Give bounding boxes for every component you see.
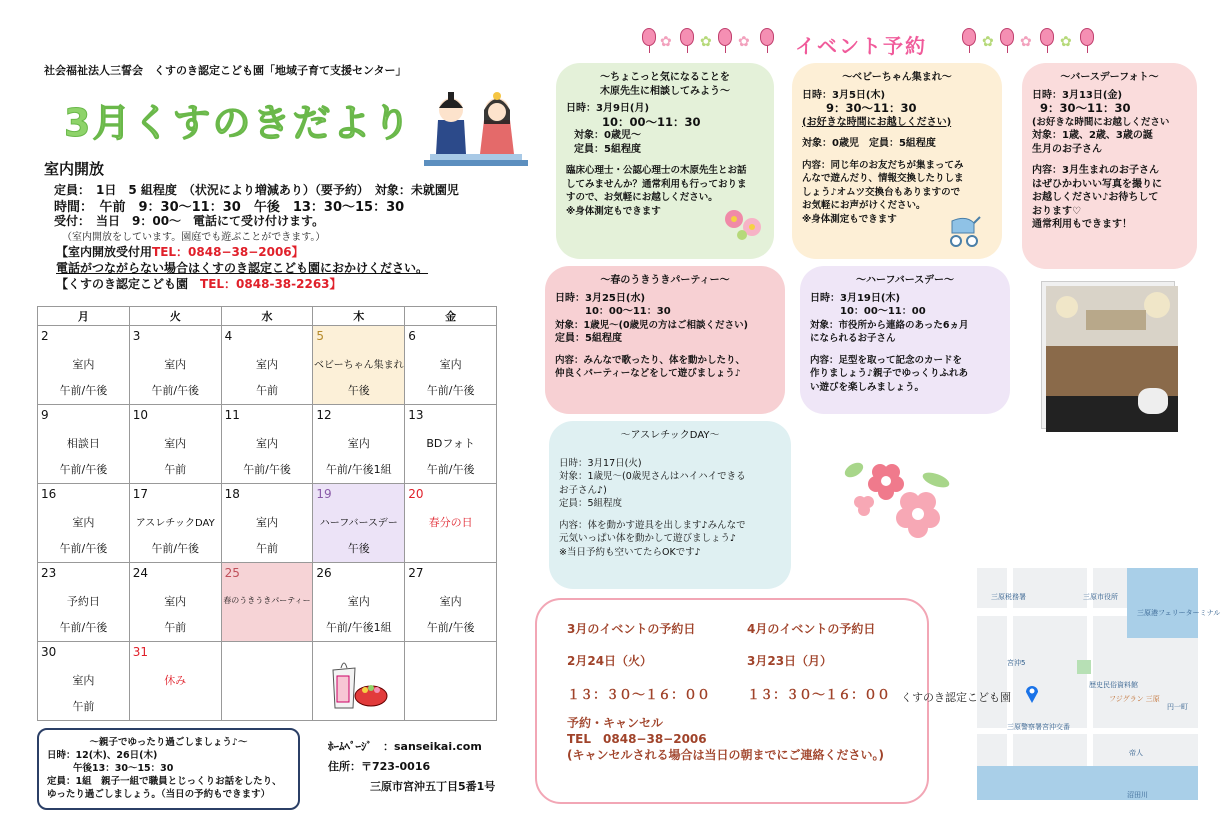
calendar-day [313,405,405,484]
day-number: 5 [316,329,325,343]
phone-line-1 [56,243,304,260]
event-note: ※当日予約も空いてたらOKです♪ [559,546,701,558]
address-street: 三原市宮沖五丁目5番1号 [370,780,496,793]
calendar [37,306,497,721]
day-session: 午前/午後 [426,384,475,397]
day-number: 30 [41,645,57,659]
weekday-header: 火 [129,307,221,326]
event-desc: はぜひかわいい写真を撮りに [1032,178,1162,190]
day-number: 20 [408,487,424,501]
april-reservation-time: １３：３０～１６：００ [747,688,891,703]
day-event: 室内 [255,516,278,529]
day-number: 10 [132,408,149,422]
cancel-heading: 予約・キャンセル [567,716,664,730]
event-title: ～アスレチックDAY～ [620,430,720,441]
calendar-day [38,484,130,563]
calendar-day [221,326,313,405]
map-water [1127,568,1198,638]
weekday-header: 金 [405,307,497,326]
day-number: 26 [316,566,332,580]
oyako-capacity: 定員：1組 親子一組で職員とじっくりお話をしたり、 [47,776,282,787]
calendar-day [38,642,130,721]
calendar-day [38,326,130,405]
event-target: 対象：1歳児～(0歳児の方はご相談ください) [555,319,748,331]
day-session: 午後 [347,542,370,555]
event-time: 10：00～11：30 [602,114,701,129]
day-number: 6 [408,329,416,343]
event-desc: お越しください♪お待ちして [1032,192,1159,203]
day-session: 午前/午後 [59,621,108,634]
event-date: 日時：3月17日(火) [559,457,642,469]
event-date: 日時：3月19日(木) [810,292,901,304]
oyako-title: ～親子でゆったり過ごしましょう♪～ [89,737,248,748]
event-time: 9：30～11：30 [1040,101,1131,115]
calendar-day [405,326,497,405]
day-session: 午前 [255,542,278,555]
event-capacity: 定員：5組程度 [555,333,622,344]
day-event: 予約日 [66,595,100,608]
day-number: 19 [316,487,332,501]
open-room-reception: 受付： 当日 9：00～ 電話にて受け付けます。 [54,214,325,228]
day-number: 13 [408,408,424,422]
event-desc: してみませんか？通常利用も行っておりま [566,178,747,190]
phone2-label: 【くすのき認定こども園 [56,277,189,291]
event-card-athletic [549,421,791,589]
org-line: 社会福祉法人三誓会 くすのき認定こども園「地域子育て支援センター」 [44,64,407,77]
oyako-note: ゆったり過ごしましょう。（当日の予約もできます） [47,789,271,800]
event-time: 10：00～11：30 [585,306,671,317]
open-room-capacity: 定員： 1日 5 組程度 （状況により増減あり）（要予約） 対象：未就園児 [54,183,459,197]
event-target: お子さん♪) [559,484,607,496]
lantern-icon [680,28,694,46]
calendar-day [313,326,405,405]
map-label: 三原警察署宮沖交番 [1007,723,1070,731]
day-event: アスレチックDAY [135,518,215,529]
day-session: 午前/午後 [59,463,108,476]
day-event: 相談日 [66,437,100,450]
day-event: 春分の日 [428,516,473,529]
day-session: 午後 [347,384,370,397]
map-pin-label: くすのき認定こども園 [901,691,1011,704]
day-event: 室内 [347,595,370,608]
event-desc: 内容：同じ年のお友だちが集まってみ [802,159,964,171]
day-session: 午前 [164,621,187,634]
event-time: 9：30～11：30 [826,101,917,115]
day-event: 室内 [439,595,462,608]
day-number: 16 [41,487,57,501]
calendar-day [221,405,313,484]
day-event: 室内 [72,674,95,687]
flower-icon: ✿ [1060,34,1072,50]
event-date: 日時：3月25日(水) [555,292,646,304]
calendar-day [405,484,497,563]
event-target: になられるお子さん [810,333,896,344]
phone-line-2 [56,275,342,292]
day-number: 25 [224,566,240,580]
stroller-icon [948,215,984,249]
day-number: 3 [132,329,141,343]
calendar-day [405,563,497,642]
calendar-day [38,405,130,484]
reservation-tel[interactable]: TEL 0848−38−2006 [567,732,707,746]
calendar-day [221,484,313,563]
day-number: 23 [41,566,57,580]
flower-illustration [722,205,766,241]
weekday-header: 水 [221,307,313,326]
lantern-icon [642,28,656,46]
address-postal: 住所：〒723-0016 [328,760,431,773]
event-date: 日時：3月13日(金) [1032,89,1123,101]
map-park [1077,660,1091,674]
event-title: ～ちょこっと気になることを [600,72,730,83]
march-reservation-date: 2月24日（火） [567,654,653,668]
event-card-birthday-photo [1022,63,1197,269]
day-number: 4 [224,329,233,343]
event-desc: 内容：3月生まれのお子さん [1032,165,1159,176]
day-event: 室内 [164,437,187,450]
map-label: 宮沖5 [1007,659,1026,667]
phone1-label: 【室内開放受付用 [56,245,153,259]
day-number: 11 [224,408,240,422]
hina-dolls-illustration [422,80,532,170]
day-session: 午前/午後 [426,463,475,476]
day-number: 12 [316,408,332,422]
flower-icon: ✿ [660,34,672,50]
homepage-link[interactable]: ﾎｰﾑﾍﾟｰｼﾞ ：sanseikai.com [328,740,482,753]
map-label: 三原港フェリーターミナル [1137,609,1221,617]
hinaarare-illustration [327,650,391,714]
day-session: 午前/午後 [59,542,108,555]
event-desc: 臨床心理士・公認心理士の木原先生とお話 [566,165,747,176]
day-number: 2 [41,329,49,343]
calendar-day [129,405,221,484]
march-reservation-label: 3月のイベントの予約日 [567,622,696,636]
day-number: 9 [41,408,49,422]
event-desc: 内容：体を動かす遊具を出します♪みんなで [559,519,746,531]
plum-blossom-illustration [836,450,966,560]
event-target: 対象：0歳児 定員：5組程度 [802,138,936,149]
event-title: 木原先生に相談してみよう～ [600,85,730,97]
event-date: 日時：3月5日(木) [802,89,886,101]
event-title: ～ベビーちゃん集まれ～ [842,72,952,83]
lantern-icon [1040,28,1054,46]
event-desc: おります♡ [1032,205,1081,217]
event-note: ※身体測定もできます [566,205,661,217]
event-desc: しょう♪オムツ交換台もありますので [802,186,961,198]
cancel-note: (キャンセルされる場合は当日の朝までにご連絡ください。) [567,748,884,762]
event-target: 対象：0歳児～ [574,130,641,141]
event-target: 対象：市役所から連絡のあった6ヵ月 [810,319,969,331]
event-desc: 元気いっぱい体を動かして遊びましょう♪ [559,533,737,544]
event-title: ～バースデーフォト～ [1060,72,1159,83]
april-reservation-label: 4月のイベントの予約日 [747,622,876,636]
event-desc: 内容：みんなで歌ったり、体を動かしたり、 [555,354,746,366]
event-capacity: 定員：5組程度 [574,143,641,155]
day-event: 春のうきうきパーティー [223,596,311,605]
map-pin-icon[interactable] [1025,684,1039,704]
event-desc: すので、お気軽にお越しください。 [566,192,718,203]
birthday-photo-image [1042,282,1174,428]
calendar-day [38,563,130,642]
day-event: 休み [164,674,187,687]
reservation-box [535,598,929,804]
map-label: 円一町 [1167,703,1188,711]
oyako-date: 日時：12(木)、26日(木) [47,750,158,761]
day-number: 18 [224,487,240,501]
lantern-icon [718,28,732,46]
day-session: 午前/午後 [243,463,291,476]
map-label: 歴史民俗資料館 [1089,681,1138,689]
lantern-icon [1000,28,1014,46]
event-desc: 作りましょう♪親子でゆっくりふれあ [810,368,968,379]
day-event: 室内 [255,358,278,371]
event-time-note: (お好きな時間にお越しください) [802,116,952,128]
lantern-icon [1080,28,1094,46]
open-room-hours: 時間： 午前 9：30～11：30 午後 13：30～15：30 [54,200,405,215]
event-date: 日時：3月9日(月) [566,103,650,114]
location-map[interactable] [977,568,1221,800]
calendar-day [129,326,221,405]
day-session: 午前/午後 [151,542,200,555]
day-session: 午前 [164,463,187,476]
weekday-header: 木 [313,307,405,326]
day-number: 27 [408,566,424,580]
day-event: ハーフバースデー [319,518,398,529]
calendar-day [313,484,405,563]
phone1-number[interactable]: TEL：0848−38−2006】 [152,245,304,259]
day-event: BDフォト [426,437,475,450]
phone2-number[interactable]: TEL：0848-38-2263】 [200,277,342,291]
day-number: 31 [132,645,149,659]
day-number: 17 [132,487,149,501]
event-desc: い遊びを楽しみましょう。 [810,381,925,393]
day-number: 24 [132,566,149,580]
flower-icon: ✿ [982,34,994,50]
day-event: 室内 [164,595,187,608]
event-target: 生月のお子さん [1032,143,1102,155]
event-capacity: 定員：5組程度 [559,498,623,509]
open-room-note: （室内開放をしています。園庭でも遊ぶことができます。） [62,232,326,243]
day-event: 室内 [72,358,95,371]
day-event: ベビーちゃん集まれ [313,360,404,371]
lantern-icon [962,28,976,46]
event-note: ※身体測定もできます [802,213,897,225]
day-session: 午前/午後 [151,384,200,397]
map-label: 帝人 [1129,749,1143,757]
day-session: 午前/午後 [59,384,108,397]
day-session: 午前 [255,384,278,397]
page-title: 3月くすのきだより [64,101,413,145]
april-reservation-date: 3月23日（月） [747,654,833,668]
calendar-day [129,484,221,563]
event-card-sodan [556,63,774,259]
map-label: フジグラン 三原 [1109,695,1160,703]
flower-icon: ✿ [700,34,712,50]
fallback-note: 電話がつながらない場合はくすのき認定こども園におかけください。 [56,261,429,275]
event-note: 通常利用もできます！ [1032,219,1132,230]
day-session: 午前/午後1組 [325,621,392,634]
event-desc: 仲良くパーティーなどをして遊びましょう♪ [555,368,741,379]
map-river [977,766,1198,800]
day-event: 室内 [255,437,278,450]
map-label: 沼田川 [1127,791,1148,799]
event-desc: 内容：足型を取って記念のカードを [810,354,963,366]
oyako-time: 午後13：30～15：30 [73,763,174,774]
calendar-day-empty [313,642,405,721]
day-event: 室内 [439,358,462,371]
open-room-heading: 室内開放 [44,160,105,178]
day-session: 午前 [72,700,95,713]
calendar-day [221,563,313,642]
event-title: ～ハーフバースデー～ [856,275,954,286]
flower-icon: ✿ [1020,34,1032,50]
event-card-baby [792,63,1002,259]
day-session: 午前/午後 [426,621,475,634]
march-reservation-time: １３：３０～１６：００ [567,688,711,703]
calendar-day [313,563,405,642]
calendar-day-empty [405,642,497,721]
day-event: 室内 [164,358,187,371]
event-time-note: (お好きな時間にお越しください [1032,116,1170,128]
map-label: 三原税務署 [991,593,1026,601]
event-desc: んなで遊んだり、情報交換したりしま [802,173,964,184]
oyako-info-box [37,728,300,810]
calendar-day [129,642,221,721]
event-desc: お気軽にお声がけください。 [802,200,926,211]
flower-icon: ✿ [738,34,750,50]
lantern-icon [760,28,774,46]
weekday-header: 月 [38,307,130,326]
day-event: 室内 [347,437,370,450]
event-card-half-birthday [800,266,1010,414]
event-target: 対象：1歳、2歳、3歳の誕 [1032,130,1153,141]
calendar-day [129,563,221,642]
event-card-party [545,266,785,414]
event-banner-title: イベント予約 [795,34,927,58]
event-target: 対象：1歳児～(0歳児さんはハイハイできる [559,471,746,482]
map-label: 三原市役所 [1083,593,1118,601]
calendar-day [405,405,497,484]
day-session: 午前/午後1組 [325,463,392,476]
calendar-day-empty [221,642,313,721]
event-time: 10：00～11：00 [840,306,926,317]
day-event: 室内 [72,516,95,529]
event-title: ～春のうきうきパーティー～ [600,275,730,286]
